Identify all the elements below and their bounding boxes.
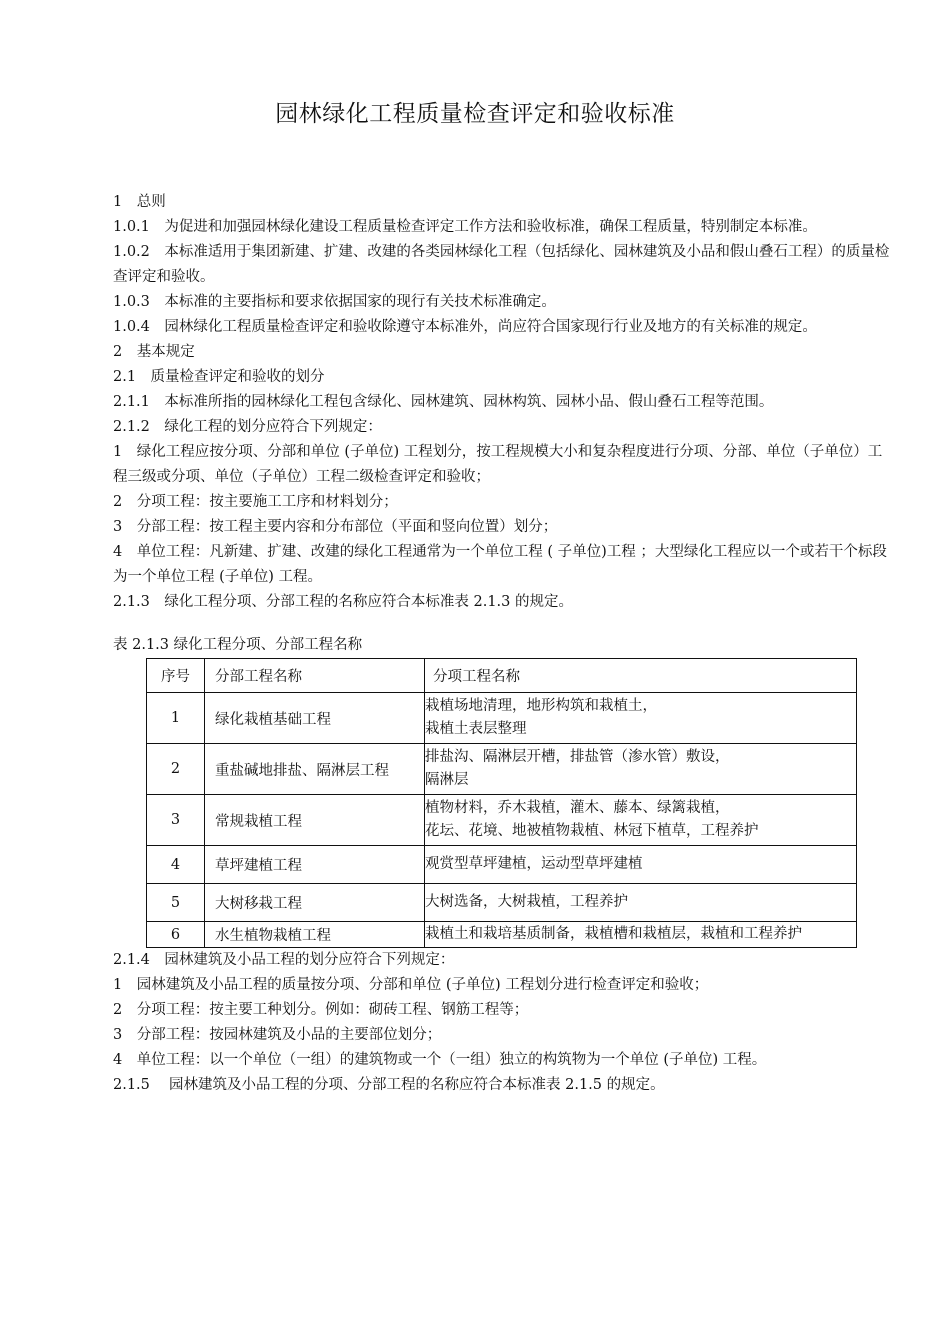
list-item: 2 分项工程：按主要工种划分。例如：砌砖工程、钢筋工程等；: [113, 1002, 529, 1018]
header-subitem-name: 分项工程名称: [425, 659, 857, 693]
division-name-cell: 重盐碱地排盐、隔淋层工程: [205, 744, 425, 795]
serial-number-cell: 6: [147, 922, 205, 948]
clause-paragraph: 1.0.2 本标准适用于集团新建、扩建、改建的各类园林绿化工程（包括绿化、园林建筑及小品和假山叠石工程）的质量检查评定和验收。: [113, 244, 890, 285]
subitem-name-cell: 栽植土和栽培基质制备，栽植槽和栽植层，栽植和工程养护: [425, 922, 857, 948]
list-item: 4 单位工程：以一个单位（一组）的建筑物或一个（一组）独立的构筑物为一个单位 (子单位) 工程。: [113, 1052, 767, 1068]
list-item: 1 园林建筑及小品工程的质量按分项、分部和单位 (子单位) 工程划分进行检查评定和验收；: [113, 977, 709, 993]
table-header-row: [147, 659, 857, 693]
section-heading: 2 基本规定: [113, 344, 195, 360]
clause-paragraph: 2.1.5 园林建筑及小品工程的分项、分部工程的名称应符合本标准表 2.1.5 的规定。: [113, 1077, 665, 1093]
subsection-heading: 2.1 质量检查评定和验收的划分: [113, 369, 325, 385]
division-name-cell: 绿化栽植基础工程: [205, 693, 425, 744]
spacer: [113, 615, 893, 633]
table-row: [147, 693, 857, 744]
division-name-cell: 草坪建植工程: [205, 846, 425, 884]
table-row: [147, 922, 857, 948]
table-row: [147, 846, 857, 884]
subitem-line: 隔淋层: [425, 772, 469, 788]
table-row: [147, 795, 857, 846]
header-serial-number: 序号: [147, 659, 205, 693]
list-item: 3 分部工程：按园林建筑及小品的主要部位划分；: [113, 1027, 442, 1043]
header-division-name: 分部工程名称: [205, 659, 425, 693]
clause-paragraph: 2.1.4 园林建筑及小品工程的划分应符合下列规定：: [113, 952, 455, 968]
section-heading: 1 总则: [113, 194, 166, 210]
clause-paragraph: 1.0.3 本标准的主要指标和要求依据国家的现行有关技术标准确定。: [113, 294, 556, 310]
serial-number-cell: 4: [147, 846, 205, 884]
subitem-line: 栽植土表层整理: [425, 721, 527, 737]
document-body: [113, 190, 893, 1098]
subitem-line: 植物材料，乔木栽植，灌木、藤本、绿篱栽植，: [425, 800, 730, 816]
serial-number-cell: 5: [147, 884, 205, 922]
clause-paragraph: 2.1.1 本标准所指的园林绿化工程包含绿化、园林建筑、园林构筑、园林小品、假山叠石工程等范围。: [113, 394, 774, 410]
list-item: 3 分部工程：按工程主要内容和分布部位（平面和竖向位置）划分；: [113, 519, 558, 535]
division-name-cell: 水生植物栽植工程: [205, 922, 425, 948]
table-caption: 表 2.1.3 绿化工程分项、分部工程名称: [113, 637, 363, 653]
serial-number-cell: 2: [147, 744, 205, 795]
subitem-line: 栽植场地清理，地形构筑和栽植土，: [425, 698, 657, 714]
list-item: 2 分项工程：按主要施工工序和材料划分；: [113, 494, 398, 510]
serial-number-cell: 1: [147, 693, 205, 744]
clause-paragraph: 1.0.4 园林绿化工程质量检查评定和验收除遵守本标准外，尚应符合国家现行行业及地方的有关标准的规定。: [113, 319, 817, 335]
engineering-parts-table: [146, 658, 857, 948]
subitem-name-cell: [425, 693, 857, 744]
clause-paragraph: 2.1.2 绿化工程的划分应符合下列规定：: [113, 419, 382, 435]
table-row: [147, 884, 857, 922]
document-title: 园林绿化工程质量检查评定和验收标准: [275, 101, 675, 127]
subitem-name-cell: [425, 744, 857, 795]
division-name-cell: 大树移栽工程: [205, 884, 425, 922]
list-item: 1 绿化工程应按分项、分部和单位 (子单位) 工程划分，按工程规模大小和复杂程度进行分项、分部、单位（子单位）工程三级或分项、单位（子单位）工程二级检查评定和验收；: [113, 444, 883, 485]
subitem-name-cell: [425, 795, 857, 846]
table-row: [147, 744, 857, 795]
subitem-line: 花坛、花境、地被植物栽植、林冠下植草，工程养护: [425, 823, 759, 839]
division-name-cell: 常规栽植工程: [205, 795, 425, 846]
clause-paragraph: 1.0.1 为促进和加强园林绿化建设工程质量检查评定工作方法和验收标准，确保工程质量，特别制定本标准。: [113, 219, 817, 235]
subitem-line: 排盐沟、隔淋层开槽，排盐管（渗水管）敷设，: [425, 749, 730, 765]
serial-number-cell: 3: [147, 795, 205, 846]
subitem-name-cell: 大树选备，大树栽植，工程养护: [425, 884, 857, 922]
clause-paragraph: 2.1.3 绿化工程分项、分部工程的名称应符合本标准表 2.1.3 的规定。: [113, 594, 574, 610]
subitem-name-cell: 观赏型草坪建植，运动型草坪建植: [425, 846, 857, 884]
list-item: 4 单位工程：凡新建、扩建、改建的绿化工程通常为一个单位工程 ( 子单位)工程 ；大型绿化工程应以一个或若干个标段为一个单位工程 (子单位) 工程。: [113, 544, 887, 585]
